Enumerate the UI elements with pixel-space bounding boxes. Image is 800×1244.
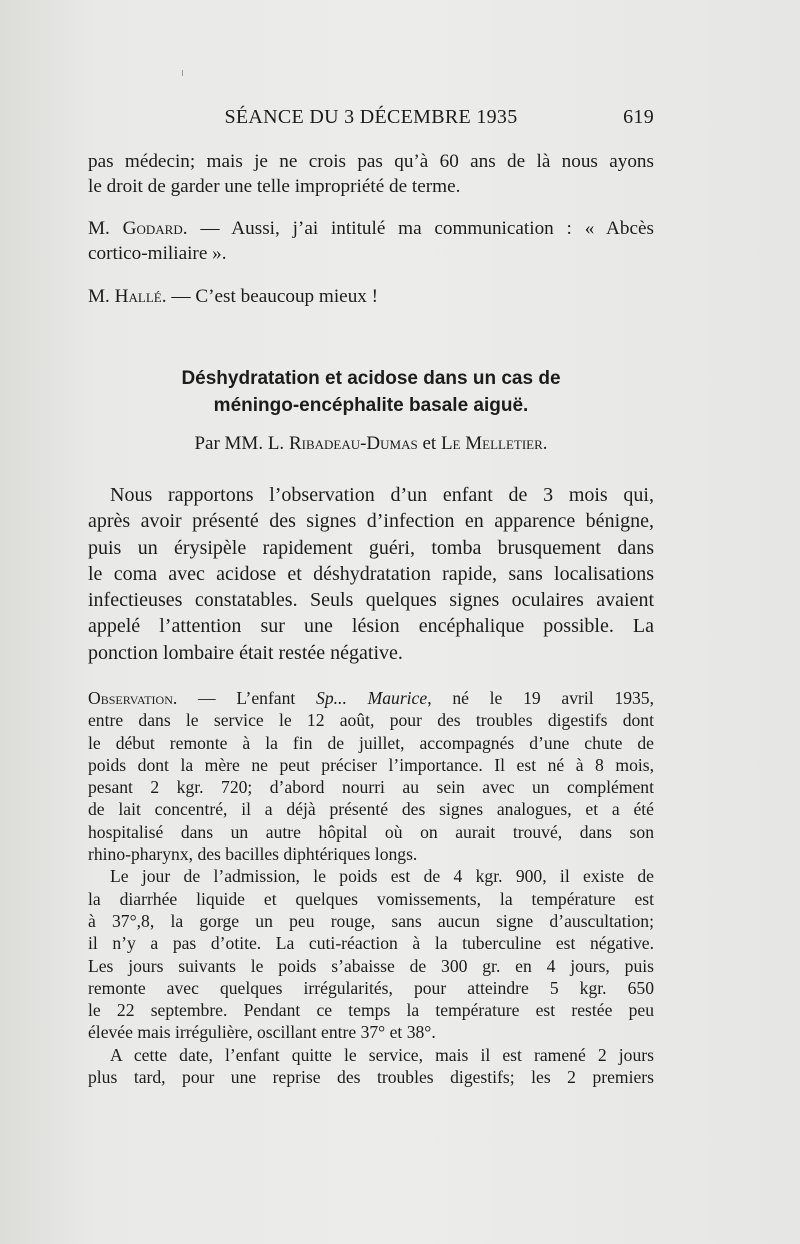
observation-line: poids dont la mère ne peut préciser l’importance. Il est né à 8 mois,: [88, 754, 654, 775]
abstract-line: infectieuses constatables. Seuls quelques signes oculaires avaient: [88, 589, 654, 612]
observation-line: le début remonte à la fin de juillet, accompagnés d’une chute de: [88, 732, 654, 753]
abstract-line: appelé l’attention sur une lésion encéphalique possible. La: [88, 615, 654, 638]
observation-line: pesant 2 kgr. 720; d’abord nourri au sein avec un complément: [88, 777, 654, 798]
text-line: — C’est beaucoup mieux !: [166, 286, 379, 307]
observation-line: plus tard, pour une reprise des troubles digestifs; les 2 premiers: [88, 1067, 654, 1088]
abstract-line: puis un érysipèle rapidement guéri, tomba brusquement dans: [88, 536, 654, 559]
observation-line: rhino-pharynx, des bacilles diphtériques longs.: [88, 844, 418, 865]
text-line: le droit de garder une telle impropriété de terme.: [88, 175, 461, 197]
abstract-paragraph: [88, 482, 654, 666]
observation-line: la diarrhée liquide et quelques vomissements, la température est: [88, 888, 654, 909]
text-line: — Aussi, j’ai intitulé ma communication : « Abcès: [187, 218, 654, 239]
observation-line: de lait concentré, il a déjà présenté des signes analogues, et a été: [88, 799, 654, 820]
author-name: Le Melletier.: [440, 433, 548, 454]
patient-name: Sp... Maurice: [316, 688, 428, 708]
page-speck: [182, 70, 183, 76]
text-line: , né le 19 avril 1935,: [427, 688, 654, 708]
observation-line: le 22 septembre. Pendant ce temps la température est restée peu: [88, 1000, 654, 1021]
speaker-name: M. Godard.: [88, 218, 188, 239]
article-authors: [88, 433, 654, 455]
observation-line: remonte avec quelques irrégularités, pour atteindre 5 kgr. 650: [88, 977, 654, 998]
abstract-line: le coma avec acidose et déshydratation rapide, sans localisations: [88, 562, 654, 585]
abstract-line: ponction lombaire était restée négative.: [88, 641, 403, 664]
speaker-name: M. Hallé.: [88, 286, 167, 307]
observation-line: Les jours suivants le poids s’abaisse de 300 gr. en 4 jours, puis: [88, 955, 654, 976]
author-name: Ribadeau-Dumas: [288, 433, 418, 454]
observation-line: il n’y a pas d’otite. La cuti-réaction à la tuberculine est négative.: [88, 933, 654, 954]
abstract-line: après avoir présenté des signes d’infection en apparence bénigne,: [88, 510, 654, 533]
text-line: pas médecin; mais je ne crois pas qu’à 60 ans de là nous ayons: [88, 151, 654, 172]
observation-label: Observation.: [88, 688, 178, 708]
running-title: SÉANCE DU 3 DÉCEMBRE 1935: [224, 106, 518, 128]
text-line: cortico-miliaire ».: [88, 242, 227, 264]
abstract-line: Nous rapportons l’observation d’un enfant de 3 mois qui,: [110, 484, 654, 506]
dialogue-paragraph-3: [88, 285, 654, 310]
observation-line: hospitalisé dans un autre hôpital où on aurait trouvé, dans son: [88, 821, 654, 842]
title-line: méningo-encéphalite basale aiguë.: [213, 395, 529, 416]
observation-line: A cette date, l’enfant quitte le service, mais il est ramené 2 jours: [110, 1044, 654, 1065]
observation-line: élevée mais irrégulière, oscillant entre 37° et 38°.: [88, 1022, 436, 1043]
text-line: — L’enfant: [177, 688, 317, 708]
dialogue-paragraph-2: [88, 217, 654, 266]
article-title: [88, 365, 654, 419]
observation-line: Le jour de l’admission, le poids est de 4 kgr. 900, il existe de: [110, 866, 654, 887]
authors-prefix: Par MM. L.: [194, 433, 289, 454]
dialogue-paragraph-1: [88, 150, 654, 199]
observation-line: entre dans le service le 12 août, pour des troubles digestifs dont: [88, 710, 654, 731]
observation-line: à 37°,8, la gorge un peu rouge, sans aucun signe d’auscultation;: [88, 910, 654, 931]
observation-section: [88, 687, 654, 1088]
title-line: Déshydratation et acidose dans un cas de: [181, 368, 561, 389]
page-number: 619: [623, 106, 654, 128]
authors-conjunction: et: [417, 433, 441, 454]
